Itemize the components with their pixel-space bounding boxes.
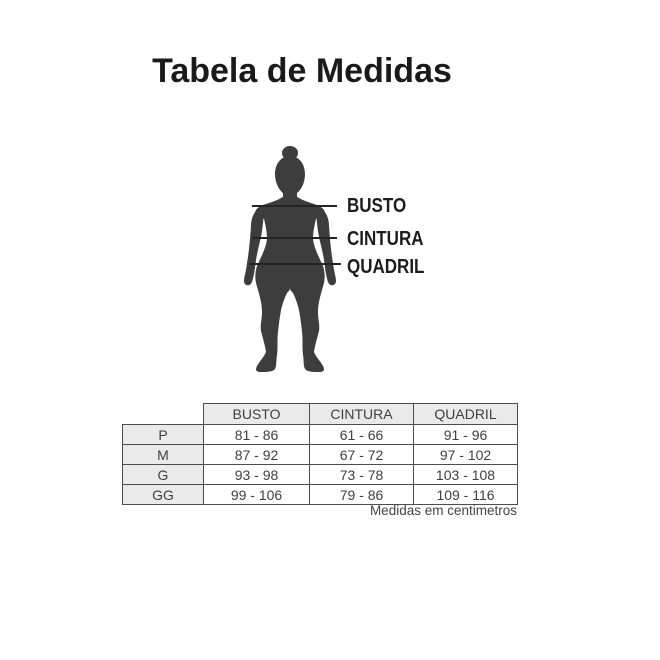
table-cell: 99 - 106: [204, 485, 310, 505]
table-row-g: [123, 465, 518, 485]
header-row: [123, 404, 518, 425]
table-cell: 73 - 78: [310, 465, 414, 485]
cintura-label-text: CINTURA: [347, 228, 424, 250]
table-row-p: [123, 425, 518, 445]
busto-measure-line: [252, 205, 337, 207]
table-cell: 109 - 116: [414, 485, 518, 505]
busto-label: [347, 196, 417, 216]
head: [275, 156, 305, 201]
column-header-quadril: QUADRIL: [414, 404, 518, 425]
table-row-gg: [123, 485, 518, 505]
table-cell: 81 - 86: [204, 425, 310, 445]
busto-label-text: BUSTO: [347, 195, 407, 217]
quadril-measure-line: [249, 263, 341, 265]
measurements-table: [122, 403, 518, 505]
size-cell: GG: [123, 485, 204, 505]
table-cell: 67 - 72: [310, 445, 414, 465]
units-footnote: Medidas em centimetros: [369, 503, 517, 518]
corner-cell: [123, 404, 204, 425]
quadril-label: [347, 257, 438, 277]
size-cell: G: [123, 465, 204, 485]
quadril-label-text: QUADRIL: [347, 256, 425, 278]
table-cell: 103 - 108: [414, 465, 518, 485]
size-cell: P: [123, 425, 204, 445]
torso-and-legs: [255, 196, 324, 372]
column-header-cintura: CINTURA: [310, 404, 414, 425]
cintura-measure-line: [252, 237, 337, 239]
table-row-m: [123, 445, 518, 465]
female-body-silhouette-icon: [230, 136, 360, 381]
table-cell: 79 - 86: [310, 485, 414, 505]
table-cell: 61 - 66: [310, 425, 414, 445]
column-header-busto: BUSTO: [204, 404, 310, 425]
cintura-label: [347, 229, 437, 249]
table-cell: 93 - 98: [204, 465, 310, 485]
measurements-table-wrap: [122, 403, 518, 505]
table-cell: 91 - 96: [414, 425, 518, 445]
size-cell: M: [123, 445, 204, 465]
table-cell: 97 - 102: [414, 445, 518, 465]
table-cell: 87 - 92: [204, 445, 310, 465]
page-title: Tabela de Medidas: [152, 52, 452, 90]
